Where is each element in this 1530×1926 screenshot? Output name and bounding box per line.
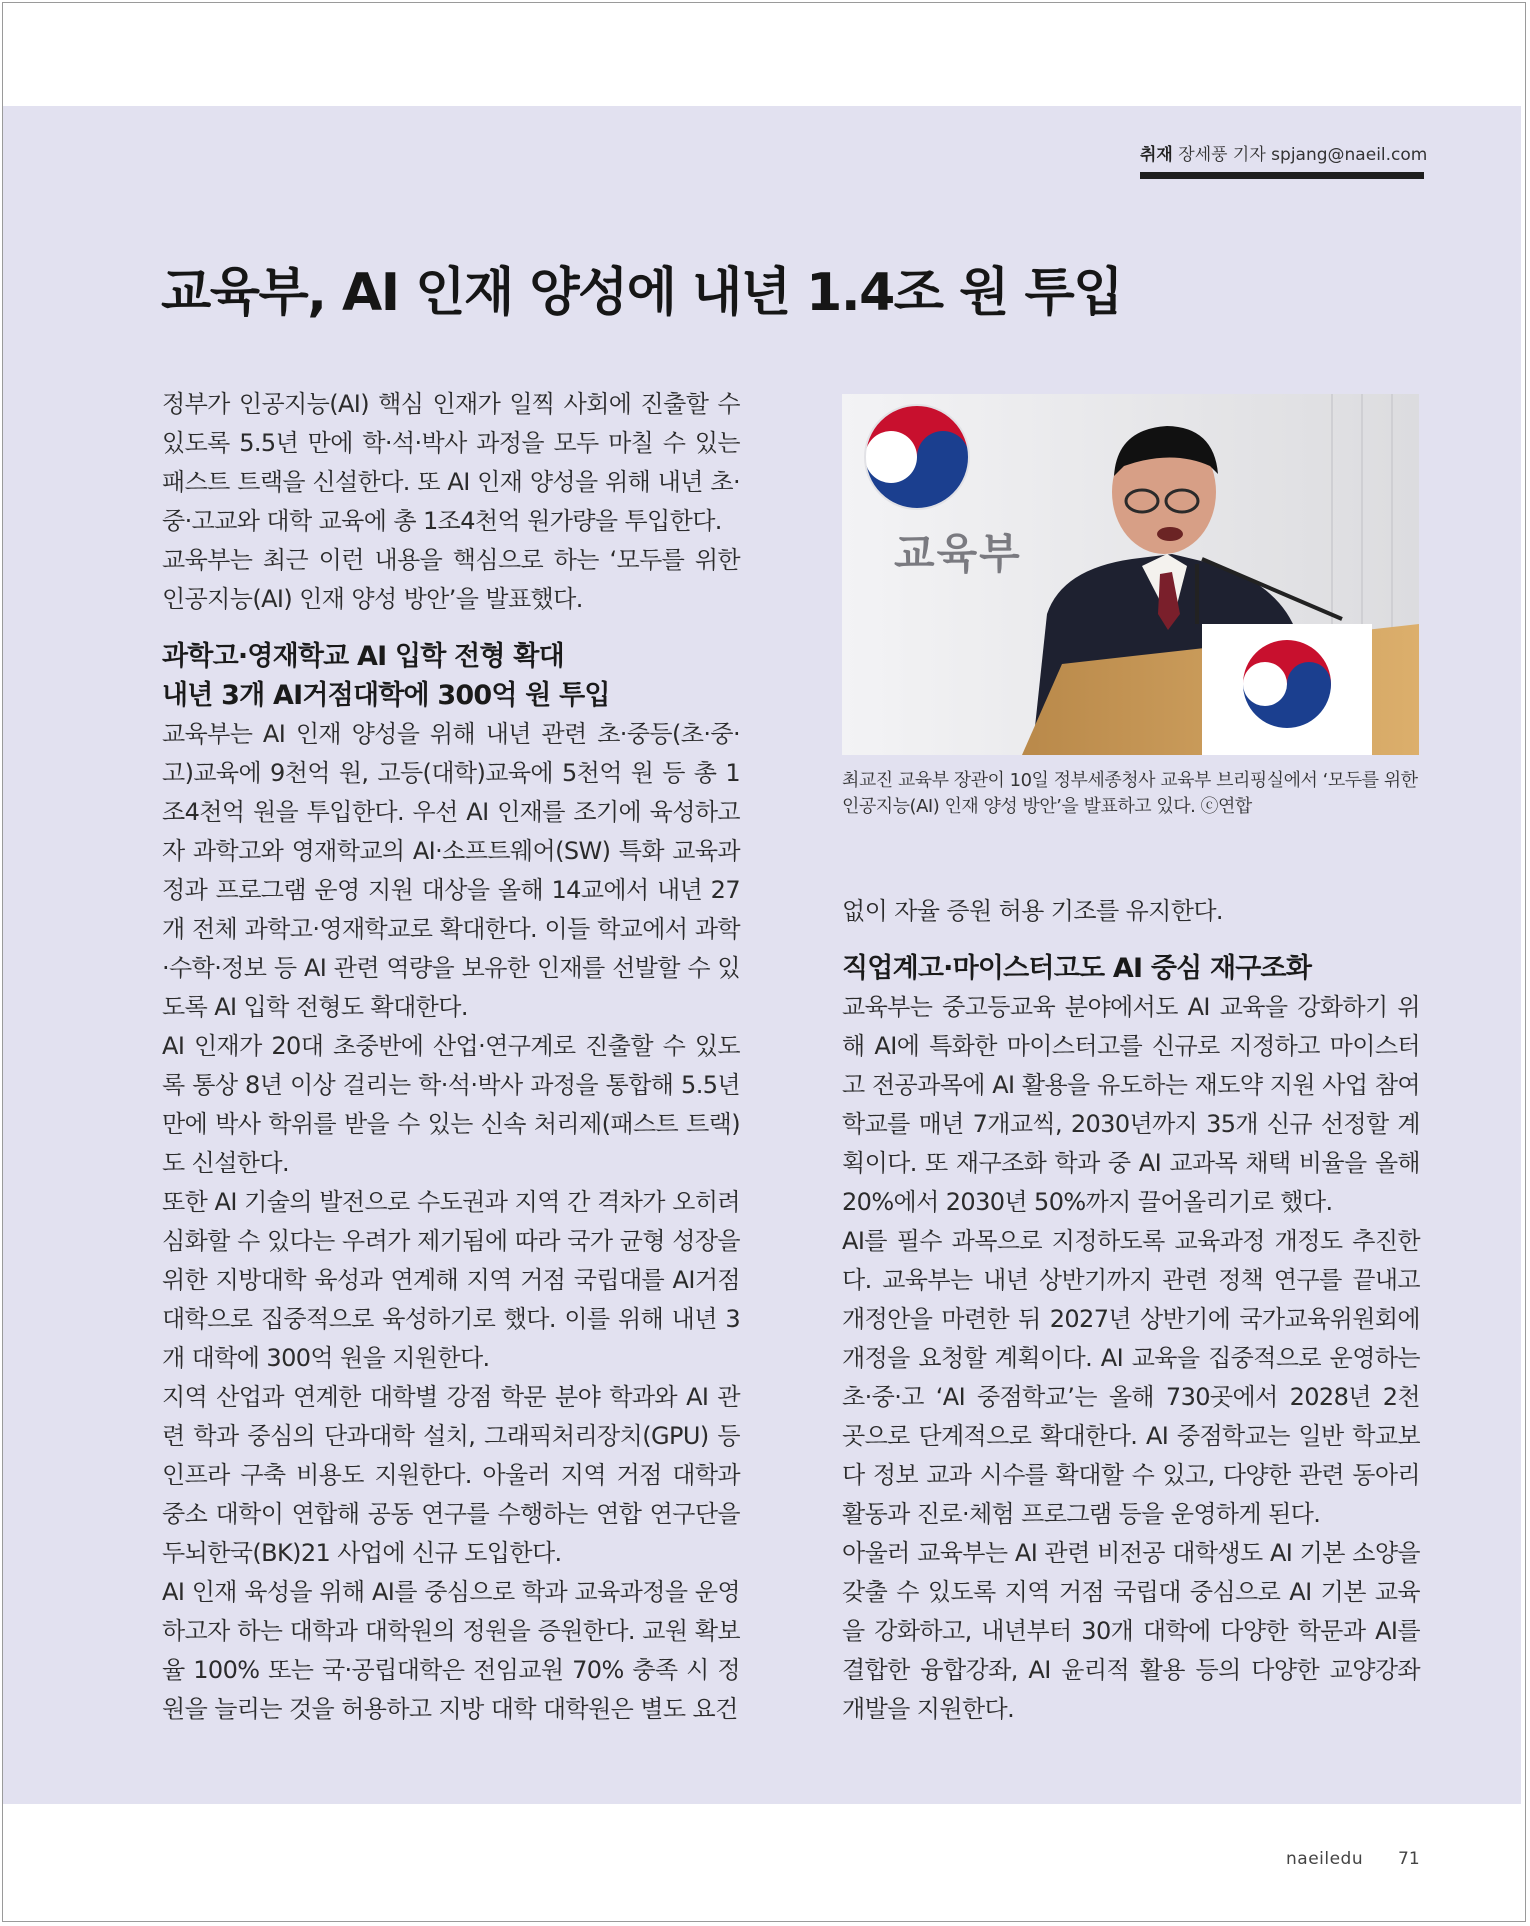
ministry-sign: 교육부 [894,529,1022,578]
intro-paragraph: 교육부는 최근 이런 내용을 핵심으로 하는 ‘모두를 위한 인공지능(AI) 인재 양성 방안’을 발표했다. [162,546,740,613]
body-paragraph: 또한 AI 기술의 발전으로 수도권과 지역 간 격차가 오히려 심화할 수 있다는 우려가 제기됨에 따라 국가 균형 성장을 위한 지방대학 육성과 연계해 지역 거점 국립대를 AI거점대학으로 집중적으로 육성하기로 했다. 이를 위해 내년 3개 대학에 300억 원을 지원한다. [162,1188,740,1372]
photo-caption: 최교진 교육부 장관이 10일 정부세종청사 교육부 브리핑실에서 ‘모두를 위한 인공지능(AI) 인재 양성 방안’을 발표하고 있다. ⓒ연합 [842,770,1418,817]
section-heading-line: 과학고·영재학교 AI 입학 전형 확대 [162,641,564,672]
body-paragraph: 교육부는 중고등교육 분야에서도 AI 교육을 강화하기 위해 AI에 특화한 마이스터고를 신규로 지정하고 마이스터고 전공과목에 AI 활용을 유도하는 재도약 지원 사업 참여학교를 매년 7개교씩, 2030년까지 35개 신규 선정할 계획이다. 또 재구조화 학과 중 AI 교과목 채택 비율을 올해 20%에서 2030년 50%까지 끌어올리기로 했다. [842,993,1420,1216]
page-title: 교육부, AI 인재 양성에 내년 1.4조 원 투입 [161,263,1122,323]
byline-rule [1140,172,1424,179]
government-emblem-icon [865,405,969,509]
byline [1140,140,1428,165]
body-paragraph: 없이 자율 증원 허용 기조를 유지한다. [842,897,1223,925]
top-margin [3,3,1521,106]
page-number: 71 [1398,1849,1420,1869]
press-photo [842,394,1419,755]
section-heading: 직업계고·마이스터고도 AI 중심 재구조화 [842,953,1312,984]
section-heading-line: 내년 3개 AI거점대학에 300억 원 투입 [162,680,610,711]
body-paragraph: AI를 필수 과목으로 지정하도록 교육과정 개정도 추진한다. 교육부는 내년 상반기까지 관련 정책 연구를 끝내고 개정안을 마련한 뒤 2027년 상반기에 국가교육위원회에 개정을 요청할 계획이다. AI 교육을 집중적으로 운영하는 초·중·고 ‘AI 중점학교’는 올해 730곳에서 2028년 2천 곳으로 단계적으로 확대한다. AI 중점학교는 일반 학교보다 정보 교과 시수를 확대할 수 있고, 다양한 관련 동아리 활동과 진로·체험 프로그램 등을 운영하게 된다. [842,1227,1420,1528]
body-paragraph: AI 인재 육성을 위해 AI를 중심으로 학과 교육과정을 운영하고자 하는 대학과 대학원의 정원을 증원한다. 교원 확보율 100% 또는 국·공립대학은 전임교원 70% 충족 시 정원을 늘리는 것을 허용하고 지방 대학 대학원은 별도 요건 [162,1578,740,1723]
footer-brand: naeiledu [1286,1849,1364,1869]
press-photo-illustration [842,394,1419,755]
section-heading [162,637,740,715]
body-paragraph: 교육부는 AI 인재 양성을 위해 내년 관련 초·중등(초·중·고)교육에 9천억 원, 고등(대학)교육에 5천억 원 등 총 1조4천억 원을 투입한다. 우선 AI 인재를 조기에 육성하고자 과학고와 영재학교의 AI·소프트웨어(SW) 특화 교육과정과 프로그램 운영 지원 대상을 올해 14교에서 내년 27개 전체 과학고·영재학교로 확대한다. 이들 학교에서 과학·수학·정보 등 AI 관련 역량을 보유한 인재를 선발할 수 있도록 AI 입학 전형도 확대한다. [162,720,740,1021]
body-paragraph: 지역 산업과 연계한 대학별 강점 학문 분야 학과와 AI 관련 학과 중심의 단과대학 설치, 그래픽처리장치(GPU) 등 인프라 구축 비용도 지원한다. 아울러 지역 거점 대학과 중소 대학이 연합해 공동 연구를 수행하는 연합 연구단을 두뇌한국(BK)21 사업에 신규 도입한다. [162,1383,740,1567]
right-column [842,892,1420,1729]
body-paragraph: AI 인재가 20대 초중반에 산업·연구계로 진출할 수 있도록 통상 8년 이상 걸리는 학·석·박사 과정을 통합해 5.5년 만에 박사 학위를 받을 수 있는 신속 처리제(패스트 트랙)도 신설한다. [162,1032,740,1177]
byline-label: 취재 [1140,145,1173,165]
intro-paragraph: 정부가 인공지능(AI) 핵심 인재가 일찍 사회에 진출할 수 있도록 5.5년 만에 학·석·박사 과정을 모두 마칠 수 있는 패스트 트랙을 신설한다. 또 AI 인재 양성을 위해 내년 초·중·고교와 대학 교육에 총 1조4천억 원가량을 투입한다. [162,390,740,535]
left-column [162,385,740,1729]
byline-text: 장세풍 기자 spjang@naeil.com [1178,145,1428,165]
body-paragraph: 아울러 교육부는 AI 관련 비전공 대학생도 AI 기본 소양을 갖출 수 있도록 지역 거점 국립대 중심으로 AI 기본 교육을 강화하고, 내년부터 30개 대학에 다양한 학문과 AI를 결합한 융합강좌, AI 윤리적 활용 등의 다양한 교양강좌 개발을 지원한다. [842,1539,1420,1723]
